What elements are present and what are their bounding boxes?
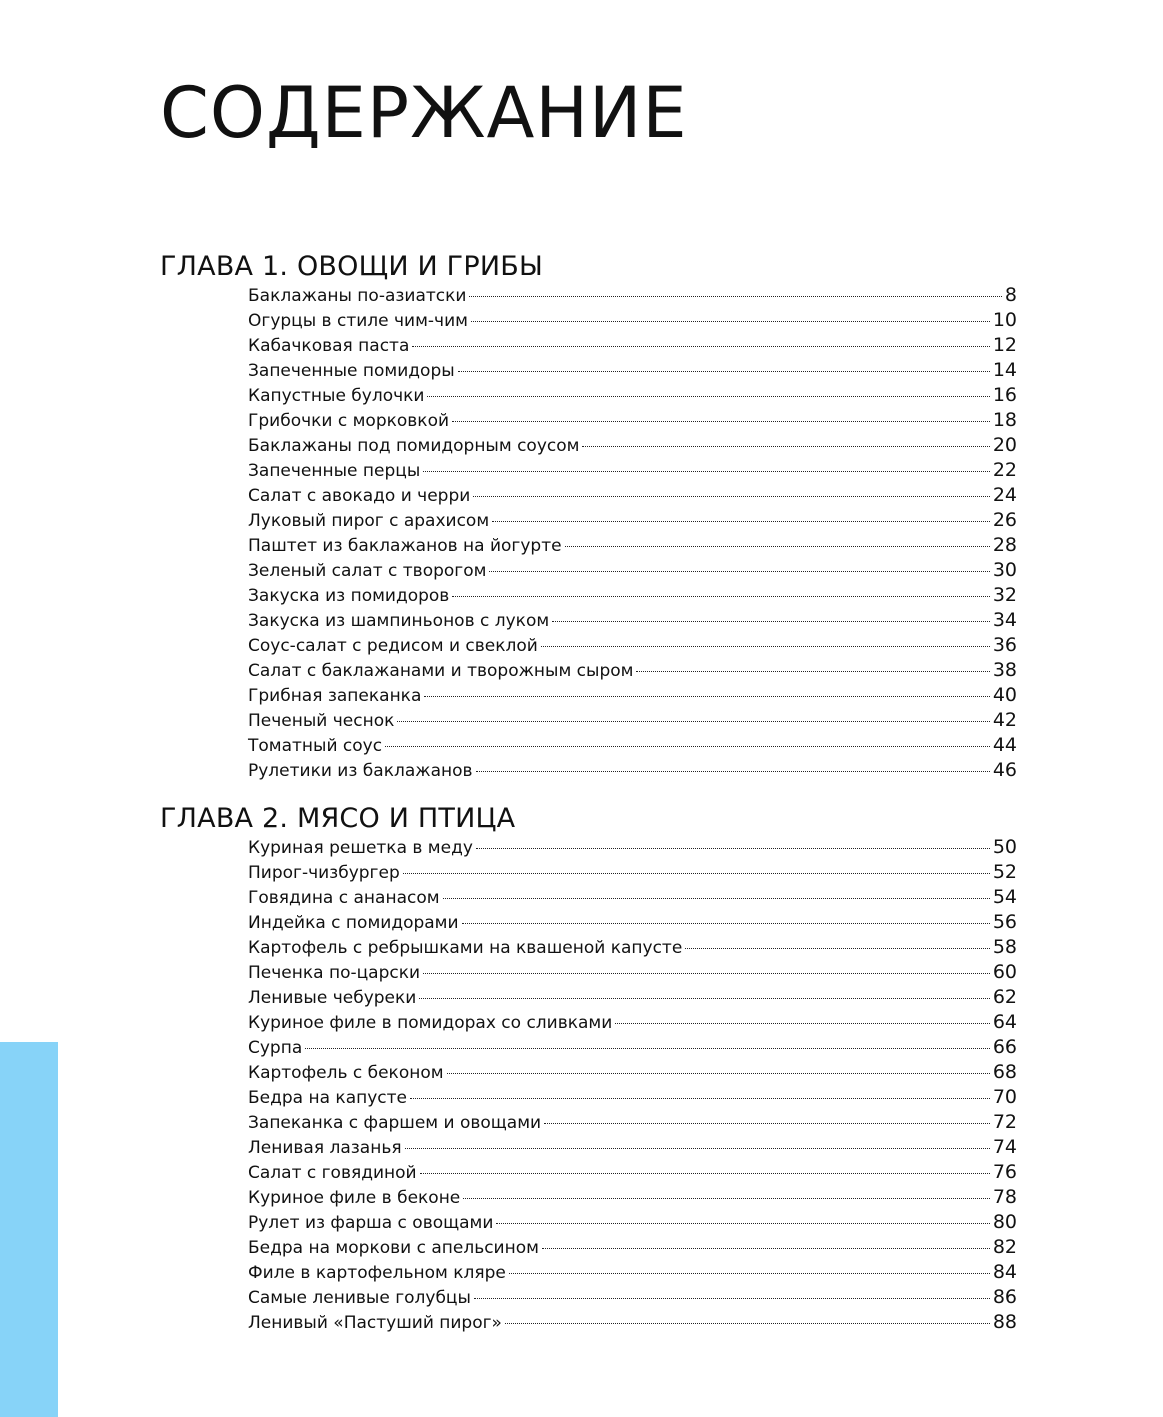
toc-entry[interactable] [248,283,1017,308]
toc-entry-title: Ленивая лазанья [248,1138,402,1158]
toc-entry-title: Баклажаны под помидорным соусом [248,436,580,456]
dot-leader [458,371,990,372]
toc-entry[interactable] [248,1285,1017,1310]
dot-leader [636,671,989,672]
toc-page-number: 40 [992,684,1017,706]
toc-entry-title: Соус-салат с редисом и свеклой [248,636,538,656]
toc-entry-title: Куриное филе в беконе [248,1188,461,1208]
toc-entry-title: Куриное филе в помидорах со сливками [248,1013,613,1033]
toc-entry[interactable] [248,683,1017,708]
dot-leader [469,296,1001,297]
toc-page-number: 84 [992,1261,1017,1283]
page-title: СОДЕРЖАНИЕ [160,72,688,154]
toc-entry-list [160,283,1017,783]
dot-leader [565,546,990,547]
toc-entry[interactable] [248,1235,1017,1260]
toc-entry[interactable] [248,358,1017,383]
toc-entry[interactable] [248,935,1017,960]
toc-entry-title: Куриная решетка в меду [248,838,473,858]
toc-page-number: 24 [992,484,1017,506]
toc-entry[interactable] [248,1185,1017,1210]
toc-entry[interactable] [248,333,1017,358]
toc-entry[interactable] [248,633,1017,658]
toc-page-number: 62 [992,986,1017,1008]
toc-entry-title: Грибная запеканка [248,686,422,706]
toc-page-number: 70 [992,1086,1017,1108]
dot-leader [405,1148,990,1149]
toc-page-number: 42 [992,709,1017,731]
toc-entry[interactable] [248,508,1017,533]
toc-entry-title: Картофель с ребрышками на квашеной капусте [248,938,683,958]
toc-page-number: 50 [992,836,1017,858]
toc-page-number: 44 [992,734,1017,756]
toc-page-number: 86 [992,1286,1017,1308]
toc-entry[interactable] [248,533,1017,558]
dot-leader [452,596,989,597]
dot-leader [615,1023,990,1024]
toc-entry-title: Салат с говядиной [248,1163,417,1183]
toc-entry[interactable] [248,383,1017,408]
toc-entry-title: Пирог-чизбургер [248,863,400,883]
toc-entry-title: Филе в картофельном кляре [248,1263,506,1283]
toc-entry[interactable] [248,1060,1017,1085]
toc-entry-title: Салат с баклажанами и творожным сыром [248,661,634,681]
dot-leader [471,321,990,322]
dot-leader [462,923,990,924]
toc-entry-title: Говядина с ананасом [248,888,440,908]
dot-leader [412,346,989,347]
dot-leader [685,948,990,949]
toc-entry[interactable] [248,1260,1017,1285]
toc-entry[interactable] [248,1160,1017,1185]
toc-entry-title: Закуска из помидоров [248,586,450,606]
toc-entry-title: Индейка с помидорами [248,913,459,933]
toc-entry[interactable] [248,910,1017,935]
toc-page-number: 16 [992,384,1017,406]
toc-entry-list [160,835,1017,1335]
toc-entry-title: Ленивые чебуреки [248,988,417,1008]
toc-entry-title: Запеканка с фаршем и овощами [248,1113,542,1133]
toc-entry[interactable] [248,1035,1017,1060]
toc-entry-title: Капустные булочки [248,386,425,406]
dot-leader [474,1298,990,1299]
toc-entry-title: Паштет из баклажанов на йогурте [248,536,562,556]
toc-entry-title: Кабачковая паста [248,336,410,356]
chapter-section [160,803,1017,1335]
toc-entry[interactable] [248,1310,1017,1335]
toc-page-number: 22 [992,459,1017,481]
toc-entry-title: Огурцы в стиле чим-чим [248,311,468,331]
toc-entry-title: Томатный соус [248,736,383,756]
dot-leader [544,1123,990,1124]
toc-entry-title: Печеный чеснок [248,711,395,731]
toc-entry[interactable] [248,483,1017,508]
dot-leader [424,696,989,697]
dot-leader [542,1248,990,1249]
dot-leader [410,1098,990,1099]
toc-entry-title: Ленивый «Пастуший пирог» [248,1313,502,1333]
toc-entry[interactable] [248,558,1017,583]
toc-entry[interactable] [248,433,1017,458]
dot-leader [452,421,990,422]
toc-entry[interactable] [248,708,1017,733]
toc-entry-title: Баклажаны по-азиатски [248,286,467,306]
toc-page-number: 88 [992,1311,1017,1333]
toc-page-number: 18 [992,409,1017,431]
dot-leader [385,746,990,747]
chapter-section [160,251,1017,783]
toc-entry[interactable] [248,658,1017,683]
toc-entry[interactable] [248,608,1017,633]
toc-page-number: 58 [992,936,1017,958]
dot-leader [505,1323,990,1324]
toc-page-number: 76 [992,1161,1017,1183]
dot-leader [397,721,989,722]
toc-page-number: 68 [992,1061,1017,1083]
toc-page-number: 66 [992,1036,1017,1058]
toc-page-number: 60 [992,961,1017,983]
toc-entry-title: Зеленый салат с творогом [248,561,487,581]
dot-leader [496,1223,989,1224]
dot-leader [305,1048,990,1049]
toc-page-number: 30 [992,559,1017,581]
dot-leader [582,446,989,447]
toc-page-number: 54 [992,886,1017,908]
dot-leader [423,973,990,974]
toc-page-number: 10 [992,309,1017,331]
toc-entry[interactable] [248,458,1017,483]
toc-page-number: 52 [992,861,1017,883]
toc-page-number: 78 [992,1186,1017,1208]
toc-entry[interactable] [248,1210,1017,1235]
toc-page-number: 34 [992,609,1017,631]
dot-leader [476,848,990,849]
toc-page-number: 46 [992,759,1017,781]
toc-entry[interactable] [248,1010,1017,1035]
toc-entry[interactable] [248,408,1017,433]
toc-page-number: 38 [992,659,1017,681]
dot-leader [473,496,990,497]
toc-page-number: 64 [992,1011,1017,1033]
dot-leader [427,396,989,397]
toc-entry[interactable] [248,1085,1017,1110]
dot-leader [552,621,990,622]
toc-page-number: 72 [992,1111,1017,1133]
toc-page-number: 20 [992,434,1017,456]
dot-leader [447,1073,990,1074]
toc-page-number: 32 [992,584,1017,606]
toc-entry-title: Бедра на капусте [248,1088,407,1108]
dot-leader [476,771,990,772]
toc-entry[interactable] [248,758,1017,783]
toc-entry-title: Запеченные перцы [248,461,421,481]
toc-page-number: 12 [992,334,1017,356]
toc-page-number: 80 [992,1211,1017,1233]
toc-entry-title: Картофель с беконом [248,1063,444,1083]
toc-page-number: 14 [992,359,1017,381]
dot-leader [403,873,990,874]
toc-entry-title: Рулет из фарша с овощами [248,1213,494,1233]
toc-entry-title: Грибочки с морковкой [248,411,450,431]
toc-entry-title: Бедра на моркови с апельсином [248,1238,539,1258]
toc-entry-title: Сурпа [248,1038,303,1058]
dot-leader [443,898,990,899]
chapter-title: ГЛАВА 1. ОВОЩИ И ГРИБЫ [160,251,543,282]
dot-leader [463,1198,990,1199]
toc-entry[interactable] [248,860,1017,885]
toc-entry-title: Рулетики из баклажанов [248,761,473,781]
toc-page-number: 74 [992,1136,1017,1158]
toc-entry-title: Печенка по-царски [248,963,421,983]
toc-entry[interactable] [248,733,1017,758]
chapter-title: ГЛАВА 2. МЯСО И ПТИЦА [160,803,516,834]
toc-page-number: 36 [992,634,1017,656]
dot-leader [541,646,990,647]
dot-leader [420,1173,990,1174]
toc-page-number: 82 [992,1236,1017,1258]
toc-entry[interactable] [248,583,1017,608]
toc-entry[interactable] [248,1135,1017,1160]
dot-leader [492,521,990,522]
toc-entry[interactable] [248,835,1017,860]
toc-page-number: 26 [992,509,1017,531]
toc-entry[interactable] [248,960,1017,985]
toc-entry[interactable] [248,1110,1017,1135]
toc-entry-title: Запеченные помидоры [248,361,455,381]
toc-entry[interactable] [248,985,1017,1010]
toc-page-number: 8 [1004,284,1017,306]
dot-leader [509,1273,990,1274]
toc-entry-title: Салат с авокадо и черри [248,486,471,506]
toc-entry[interactable] [248,885,1017,910]
dot-leader [419,998,989,999]
toc-page-number: 28 [992,534,1017,556]
toc-page-number: 56 [992,911,1017,933]
toc-entry[interactable] [248,308,1017,333]
dot-leader [489,571,989,572]
dot-leader [423,471,990,472]
toc-entry-title: Луковый пирог с арахисом [248,511,490,531]
toc-entry-title: Закуска из шампиньонов с луком [248,611,550,631]
side-color-tab [0,1042,58,1417]
toc-entry-title: Самые ленивые голубцы [248,1288,471,1308]
